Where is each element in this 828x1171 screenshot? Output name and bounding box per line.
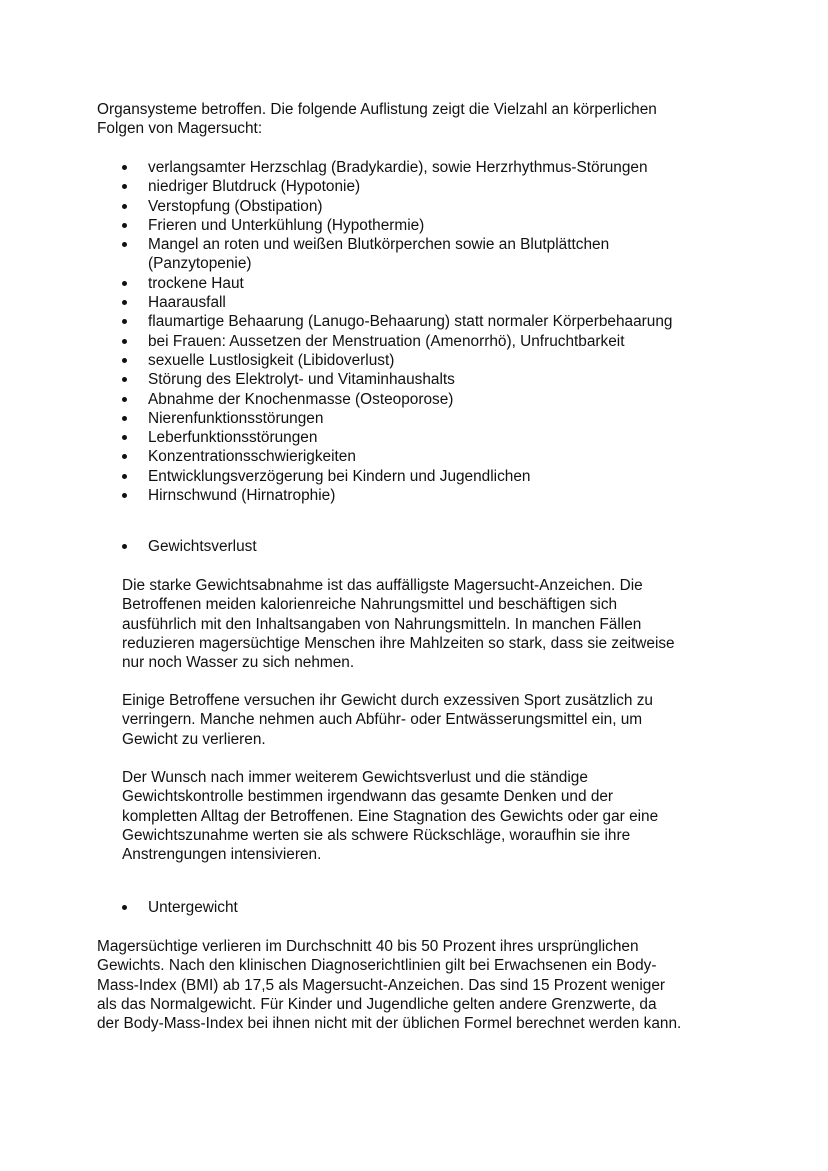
bullet-icon bbox=[122, 223, 127, 228]
bullet-icon bbox=[122, 416, 127, 421]
list-item bbox=[122, 293, 762, 312]
list-item bbox=[122, 351, 762, 370]
list-item bbox=[122, 486, 762, 505]
list-item bbox=[122, 235, 762, 254]
list-item-text: trockene Haut bbox=[148, 274, 244, 292]
paragraph-weight-3 bbox=[122, 768, 732, 864]
intro-line: Organsysteme betroffen. Die folgende Auflistung zeigt die Vielzahl an körperlichen bbox=[97, 101, 657, 118]
section-heading-text: Untergewicht bbox=[148, 899, 238, 916]
section-heading-untergewicht bbox=[122, 898, 548, 917]
list-item-text: Mangel an roten und weißen Blutkörperchen sowie an Blutplättchen bbox=[148, 236, 610, 254]
section-heading-gewichtsverlust bbox=[122, 537, 548, 556]
list-item bbox=[122, 447, 762, 466]
paragraph-line: als das Normalgewicht. Für Kinder und Jugendliche gelten andere Grenzwerte, da bbox=[97, 995, 657, 1013]
paragraph-line: Magersüchtige verlieren im Durchschnitt 40 bis 50 Prozent ihres ursprünglichen bbox=[97, 938, 639, 955]
list-item-text: bei Frauen: Aussetzen der Menstruation (Amenorrhö), Unfruchtbarkeit bbox=[148, 332, 625, 350]
bullet-icon bbox=[122, 165, 127, 170]
list-item-text: Entwicklungsverzögerung bei Kindern und Jugendlichen bbox=[148, 467, 531, 485]
paragraph-line: Mass-Index (BMI) ab 17,5 als Magersucht-Anzeichen. Das sind 15 Prozent weniger bbox=[97, 976, 666, 994]
list-item-text: Verstopfung (Obstipation) bbox=[148, 197, 323, 215]
paragraph-weight-1 bbox=[122, 576, 732, 672]
list-item bbox=[122, 197, 762, 216]
bullet-icon bbox=[122, 319, 127, 324]
paragraph-line: ausführlich mit den Inhaltsangaben von Nahrungsmitteln. In manchen Fällen bbox=[122, 615, 642, 633]
list-item-text: Störung des Elektrolyt- und Vitaminhaushalts bbox=[148, 371, 455, 389]
list-item bbox=[122, 409, 762, 428]
bullet-icon bbox=[122, 339, 127, 344]
intro-line: Folgen von Magersucht: bbox=[97, 120, 263, 138]
list-item-text: Hirnschwund (Hirnatrophie) bbox=[148, 487, 336, 505]
paragraph-underweight-1 bbox=[97, 937, 747, 1033]
intro-paragraph bbox=[97, 100, 757, 139]
bullet-icon bbox=[122, 242, 127, 247]
bullet-icon bbox=[122, 377, 127, 382]
list-item bbox=[122, 390, 762, 409]
list-item-text: (Panzytopenie) bbox=[148, 255, 252, 273]
list-item bbox=[122, 332, 762, 351]
list-item-text: Frieren und Unterkühlung (Hypothermie) bbox=[148, 216, 425, 234]
paragraph-line: Einige Betroffene versuchen ihr Gewicht durch exzessiven Sport zusätzlich zu bbox=[122, 692, 653, 709]
paragraph-line: kompletten Alltag der Betroffenen. Eine Stagnation des Gewichts oder gar eine bbox=[122, 807, 659, 825]
bullet-icon bbox=[122, 435, 127, 440]
bullet-icon bbox=[122, 204, 127, 209]
paragraph-line: verringern. Manche nehmen auch Abführ- oder Entwässerungsmittel ein, um bbox=[122, 711, 643, 729]
bullet-icon bbox=[122, 281, 127, 286]
bullet-icon bbox=[122, 544, 127, 549]
list-item-text: verlangsamter Herzschlag (Bradykardie), sowie Herzrhythmus-Störungen bbox=[148, 159, 648, 176]
list-item-text: Konzentrationsschwierigkeiten bbox=[148, 448, 356, 466]
list-item-text: Abnahme der Knochenmasse (Osteoporose) bbox=[148, 390, 454, 408]
list-item bbox=[122, 177, 762, 196]
paragraph-line: der Body-Mass-Index bei ihnen nicht mit der üblichen Formel berechnet werden kann. bbox=[97, 1015, 682, 1033]
list-item bbox=[122, 428, 762, 447]
bullet-icon bbox=[122, 454, 127, 459]
list-item-text: Haarausfall bbox=[148, 294, 226, 312]
list-item-text: Leberfunktionsstörungen bbox=[148, 429, 318, 447]
list-item bbox=[122, 158, 762, 177]
paragraph-line: nur noch Wasser zu sich nehmen. bbox=[122, 654, 355, 672]
paragraph-line: Gewichts. Nach den klinischen Diagnoserichtlinien gilt bei Erwachsenen ein Body- bbox=[97, 957, 657, 975]
paragraph-weight-2 bbox=[122, 691, 732, 749]
bullet-icon bbox=[122, 905, 127, 910]
list-item-text: flaumartige Behaarung (Lanugo-Behaarung) statt normaler Körperbehaarung bbox=[148, 313, 673, 331]
list-item-text: sexuelle Lustlosigkeit (Libidoverlust) bbox=[148, 351, 395, 369]
bullet-icon bbox=[122, 300, 127, 305]
list-item-text: Nierenfunktionsstörungen bbox=[148, 409, 324, 427]
paragraph-line: Gewichtszunahme werten sie als schwere Rückschläge, woraufhin sie ihre bbox=[122, 826, 631, 844]
bullet-icon bbox=[122, 474, 127, 479]
paragraph-line: Anstrengungen intensivieren. bbox=[122, 846, 322, 864]
paragraph-line: Der Wunsch nach immer weiterem Gewichtsverlust und die ständige bbox=[122, 769, 588, 786]
bullet-icon bbox=[122, 493, 127, 498]
paragraph-line: Gewichtskontrolle bestimmen irgendwann das gesamte Denken und der bbox=[122, 788, 614, 806]
list-item bbox=[122, 467, 762, 486]
paragraph-line: reduzieren magersüchtige Menschen ihre Mahlzeiten so stark, dass sie zeitweise bbox=[122, 634, 675, 652]
paragraph-line: Betroffenen meiden kalorienreiche Nahrungsmittel und beschäftigen sich bbox=[122, 596, 618, 614]
list-item bbox=[122, 216, 762, 235]
list-item bbox=[122, 274, 762, 293]
symptom-list bbox=[122, 158, 762, 505]
section-heading-text: Gewichtsverlust bbox=[148, 538, 257, 555]
list-item-continuation bbox=[122, 254, 762, 273]
list-item bbox=[122, 312, 762, 331]
bullet-icon bbox=[122, 358, 127, 363]
paragraph-line: Die starke Gewichtsabnahme ist das auffälligste Magersucht-Anzeichen. Die bbox=[122, 577, 643, 594]
bullet-icon bbox=[122, 397, 127, 402]
paragraph-line: Gewicht zu verlieren. bbox=[122, 730, 266, 748]
list-item bbox=[122, 370, 762, 389]
list-item-text: niedriger Blutdruck (Hypotonie) bbox=[148, 178, 361, 196]
bullet-icon bbox=[122, 184, 127, 189]
